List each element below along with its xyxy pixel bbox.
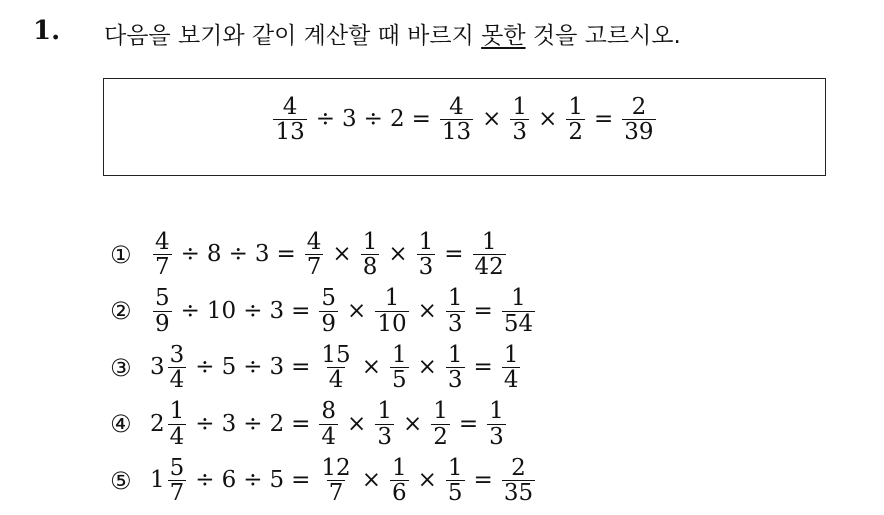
fraction [390, 343, 409, 392]
result-fraction [502, 286, 535, 335]
times-sign: × [417, 467, 437, 493]
denominator: 9 [321, 310, 337, 337]
numerator: 1 [568, 94, 583, 120]
denominator: 2 [433, 423, 448, 450]
fraction [273, 95, 306, 144]
times-sign: × [402, 410, 423, 437]
fraction [446, 456, 465, 505]
equals-sign: = [291, 410, 311, 437]
denominator: 7 [328, 480, 344, 506]
fraction [446, 343, 465, 392]
denominator: 5 [447, 480, 463, 506]
question-text-before: 다음을 보기와 같이 계산할 때 바르지 [104, 23, 482, 49]
number: 5 [269, 467, 285, 493]
divide-sign: ÷ [180, 241, 200, 267]
fraction [431, 399, 450, 448]
question-text-after: 것을 고르시오. [525, 23, 681, 49]
answer-option-1[interactable] [110, 226, 537, 283]
divide-sign: ÷ [195, 354, 215, 380]
denominator: 3 [447, 367, 463, 393]
times-sign: × [417, 354, 437, 380]
numerator: 4 [155, 228, 170, 255]
equals-sign: = [593, 106, 614, 133]
answer-option-5[interactable] [110, 452, 537, 509]
number: 6 [221, 467, 237, 493]
equals-sign: = [291, 467, 311, 493]
denominator: 9 [155, 310, 170, 337]
numerator: 8 [321, 398, 337, 425]
fraction [168, 399, 187, 448]
numerator: 1 [377, 398, 392, 425]
denominator: 7 [155, 254, 170, 280]
fraction [390, 456, 409, 505]
denominator: 3 [512, 119, 528, 146]
equals-sign: = [473, 467, 493, 493]
numerator: 1 [384, 285, 400, 312]
times-sign: × [361, 467, 381, 493]
numerator: 5 [321, 285, 337, 312]
divide-sign: ÷ [195, 410, 215, 437]
denominator: 13 [275, 119, 305, 146]
times-sign: × [347, 410, 367, 437]
denominator: 3 [447, 310, 463, 337]
times-sign: × [361, 354, 381, 380]
times-sign: × [347, 297, 367, 324]
numerator: 1 [391, 341, 407, 368]
number: 3 [254, 241, 270, 267]
fraction [361, 230, 380, 279]
equals-sign: = [291, 354, 311, 380]
numerator: 2 [511, 454, 526, 481]
times-sign: × [538, 106, 558, 133]
numerator: 1 [512, 94, 528, 120]
question-text-underlined: 못한 [481, 23, 526, 49]
equals-sign: = [276, 241, 296, 267]
equals-sign: = [411, 106, 431, 133]
numerator: 1 [169, 398, 185, 425]
number: 2 [389, 106, 405, 133]
denominator: 3 [377, 423, 392, 450]
numerator: 4 [282, 94, 298, 120]
result-fraction [622, 95, 655, 144]
fraction [319, 343, 352, 392]
equals-sign: = [291, 297, 311, 324]
divide-sign: ÷ [363, 106, 383, 133]
denominator: 5 [391, 367, 407, 393]
denominator: 3 [489, 423, 504, 450]
divide-sign: ÷ [243, 297, 263, 324]
number: 3 [269, 354, 285, 380]
denominator: 39 [624, 119, 654, 146]
numerator: 3 [169, 341, 185, 368]
equals-sign: = [473, 297, 493, 324]
denominator: 10 [377, 310, 407, 337]
option-marker: ② [110, 297, 132, 325]
question-text [104, 17, 681, 50]
whole-number: 3 [150, 354, 165, 380]
times-sign: × [332, 241, 352, 267]
fraction [319, 399, 338, 448]
example-equation [271, 95, 657, 144]
option-marker: ④ [110, 410, 132, 438]
number: 2 [269, 410, 285, 437]
equals-sign: = [473, 354, 493, 380]
denominator: 6 [391, 480, 407, 506]
numerator: 1 [433, 398, 448, 425]
answer-option-2[interactable] [110, 283, 537, 340]
numerator: 15 [321, 341, 351, 368]
answer-option-4[interactable] [110, 396, 537, 453]
fraction [375, 399, 394, 448]
numerator: 1 [447, 454, 463, 481]
numerator: 1 [503, 341, 519, 368]
denominator: 4 [169, 367, 185, 393]
number: 5 [221, 354, 237, 380]
divide-sign: ÷ [243, 410, 263, 437]
equals-sign: = [444, 241, 464, 267]
result-fraction [473, 230, 506, 279]
numerator: 12 [321, 454, 351, 481]
denominator: 4 [169, 423, 185, 450]
numerator: 1 [362, 228, 378, 255]
fraction [440, 95, 473, 144]
numerator: 5 [169, 454, 185, 481]
divide-sign: ÷ [180, 297, 200, 324]
fraction [153, 286, 172, 335]
result-fraction [502, 456, 535, 505]
option-marker: ③ [110, 353, 132, 382]
example-box [103, 78, 826, 176]
fraction [319, 456, 352, 505]
denominator: 4 [503, 367, 519, 393]
denominator: 2 [568, 119, 583, 146]
fraction [566, 95, 585, 144]
fraction [153, 230, 172, 279]
numerator: 1 [391, 454, 407, 481]
divide-sign: ÷ [195, 467, 215, 493]
number: 3 [221, 410, 237, 437]
answer-option-3[interactable] [110, 339, 537, 396]
fraction [305, 230, 324, 279]
option-marker: ⑤ [110, 466, 132, 495]
times-sign: × [482, 106, 502, 133]
divide-sign: ÷ [228, 241, 248, 267]
times-sign: × [388, 241, 408, 267]
numerator: 1 [447, 341, 463, 368]
numerator: 1 [481, 228, 497, 255]
numerator: 1 [489, 398, 504, 425]
denominator: 7 [306, 254, 322, 280]
equals-sign: = [458, 410, 479, 437]
whole-number: 1 [150, 467, 165, 493]
fraction [446, 286, 465, 335]
divide-sign: ÷ [243, 467, 263, 493]
result-fraction [487, 399, 506, 448]
result-fraction [502, 343, 521, 392]
number: 3 [269, 297, 285, 324]
divide-sign: ÷ [243, 354, 263, 380]
fraction [375, 286, 408, 335]
numerator: 1 [418, 228, 434, 255]
denominator: 42 [474, 254, 504, 280]
number: 3 [342, 106, 357, 133]
fraction [417, 230, 436, 279]
denominator: 13 [441, 119, 472, 146]
denominator: 4 [321, 423, 337, 450]
denominator: 7 [169, 480, 185, 506]
number: 8 [206, 241, 222, 267]
times-sign: × [417, 297, 437, 324]
numerator: 1 [447, 285, 463, 312]
fraction [168, 456, 187, 505]
denominator: 4 [328, 367, 344, 393]
denominator: 35 [503, 480, 534, 506]
denominator: 8 [362, 254, 378, 280]
answer-options [110, 226, 537, 509]
option-marker: ① [110, 240, 132, 269]
divide-sign: ÷ [315, 106, 336, 133]
numerator: 2 [631, 94, 647, 120]
numerator: 1 [511, 285, 526, 312]
fraction [168, 343, 187, 392]
fraction [319, 286, 338, 335]
number: 10 [206, 297, 237, 324]
numerator: 4 [449, 94, 464, 120]
numerator: 4 [306, 228, 322, 255]
numerator: 5 [155, 285, 170, 312]
fraction [510, 95, 529, 144]
denominator: 3 [418, 254, 434, 280]
question-number: 1. [33, 16, 61, 46]
whole-number: 2 [150, 410, 165, 437]
denominator: 54 [503, 310, 534, 337]
